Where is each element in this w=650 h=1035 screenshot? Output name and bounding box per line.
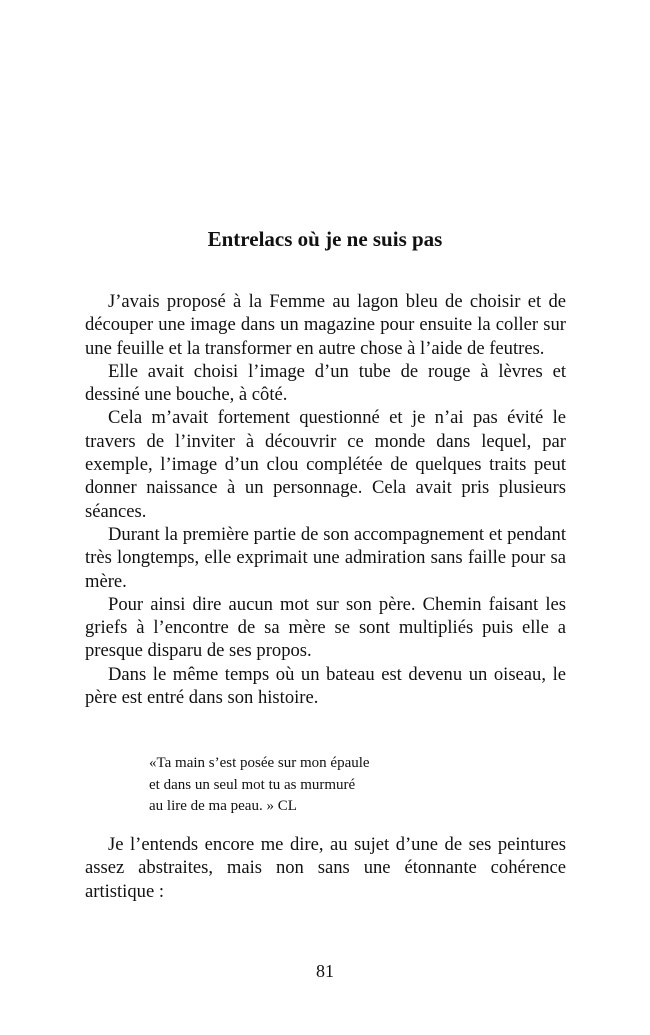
paragraph: Pour ainsi dire aucun mot sur son père. Chemin faisant les griefs à l’encontre de sa mère se sont multipliés puis elle a presque disparu de ses propos. bbox=[85, 593, 566, 662]
chapter-title: Entrelacs où je ne suis pas bbox=[207, 227, 443, 251]
paragraph: Dans le même temps où un bateau est devenu un oiseau, le père est entré dans son histoire. bbox=[85, 663, 566, 709]
quote-line: au lire de ma peau. » CL bbox=[149, 798, 297, 814]
closing-text bbox=[85, 833, 566, 903]
paragraph: Durant la première partie de son accompagnement et pendant très longtemps, elle exprimait une admiration sans faille pour sa mère. bbox=[85, 523, 566, 592]
paragraph: Elle avait choisi l’image d’un tube de rouge à lèvres et dessiné une bouche, à côté. bbox=[85, 360, 566, 406]
page-number: 81 bbox=[316, 961, 334, 981]
paragraph: Je l’entends encore me dire, au sujet d’une de ses peintures assez abstraites, mais non sans une étonnante cohérence artistique : bbox=[85, 834, 566, 902]
paragraph: J’avais proposé à la Femme au lagon bleu de choisir et de découper une image dans un magazine pour ensuite la coller sur une feuille et la transformer en autre chose à l’aide de feutres. bbox=[85, 291, 566, 359]
quote-line: «Ta main s’est posée sur mon épaule bbox=[149, 755, 370, 771]
quote-line: et dans un seul mot tu as murmuré bbox=[149, 776, 356, 793]
main-text bbox=[85, 290, 566, 709]
poem-quote bbox=[149, 753, 549, 818]
paragraph: Cela m’avait fortement questionné et je n’ai pas évité le travers de l’inviter à découvrir ce monde dans lequel, par exemple, l’image d’un clou complétée de quelques traits peut donner naissance à un personnage. Cela avait pris plusieurs séances. bbox=[85, 407, 566, 522]
